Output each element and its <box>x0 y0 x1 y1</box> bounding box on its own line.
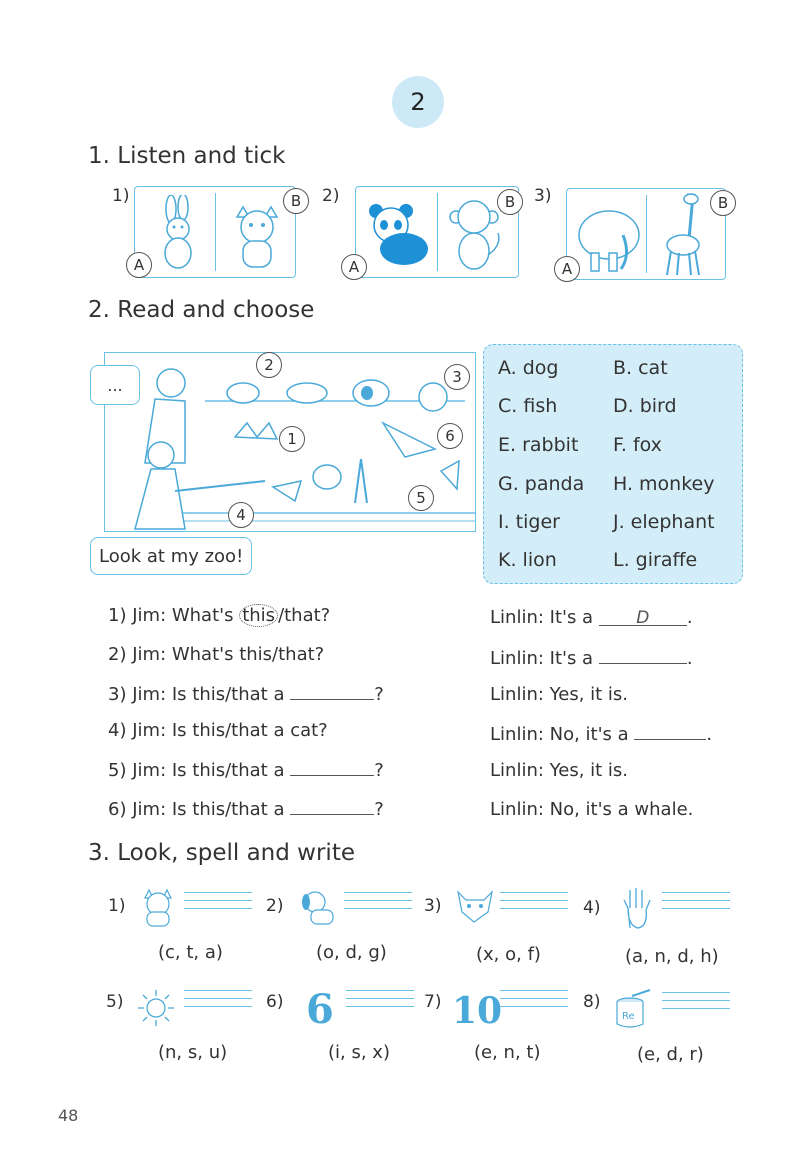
section-title-listen: 1. Listen and tick <box>88 143 286 169</box>
write-lines-7[interactable] <box>500 990 568 1024</box>
monkey-icon <box>444 195 504 273</box>
option-j: J. elephant <box>613 511 715 533</box>
dog-icon <box>297 888 341 928</box>
scene-marker-6: 6 <box>437 423 463 449</box>
listen-panel-3 <box>566 188 726 280</box>
write-lines-3[interactable] <box>500 892 568 926</box>
listen-number-1: 1) <box>112 186 130 206</box>
dialogue-linlin-6: Linlin: No, it's a whale. <box>490 799 694 820</box>
dialogue-linlin-1: Linlin: It's a D . <box>490 607 693 628</box>
option-a-marker-1: A <box>126 252 152 278</box>
dialogue-jim-2: 2) Jim: What's this/that? <box>108 644 325 665</box>
question-blank-3[interactable] <box>290 682 374 700</box>
write-lines-4[interactable] <box>662 892 730 926</box>
paint-jar-icon <box>612 988 656 1032</box>
question-blank-6[interactable] <box>290 797 374 815</box>
fox-icon <box>452 886 498 928</box>
dialogue-jim-4: 4) Jim: Is this/that a cat? <box>108 720 328 741</box>
option-a: A. dog <box>498 357 559 379</box>
spell-letters-6: (i, s, x) <box>328 1042 390 1063</box>
spell-number-2: 2) <box>266 896 284 916</box>
scene-marker-5: 5 <box>408 485 434 511</box>
spell-letters-1: (c, t, a) <box>158 942 223 963</box>
listen-number-3: 3) <box>534 186 552 206</box>
option-l: L. giraffe <box>613 549 698 571</box>
speech-bubble-look: Look at my zoo! <box>90 537 252 575</box>
section-title-read: 2. Read and choose <box>88 297 315 323</box>
option-g: G. panda <box>498 473 585 495</box>
scene-marker-4: 4 <box>228 502 254 528</box>
option-d: D. bird <box>613 395 677 417</box>
jar-label: Re <box>622 1011 635 1022</box>
dialogue-jim-3: 3) Jim: Is this/that a ? <box>108 684 384 705</box>
spell-letters-7: (e, n, t) <box>474 1042 541 1063</box>
listen-number-2: 2) <box>322 186 340 206</box>
listen-panel-1 <box>134 186 296 278</box>
hand-icon <box>620 886 654 930</box>
spell-number-4: 4) <box>583 898 601 918</box>
dialogue-linlin-4: Linlin: No, it's a . <box>490 724 713 745</box>
word-options-panel <box>483 344 743 584</box>
option-f: F. fox <box>613 434 662 456</box>
dialogue-jim-1: 1) Jim: What's this /that? <box>108 605 331 626</box>
unit-number: 2 <box>410 88 426 116</box>
write-lines-6[interactable] <box>346 990 414 1024</box>
number-six-picture: 6 <box>306 986 334 1033</box>
spell-letters-2: (o, d, g) <box>316 942 387 963</box>
dialogue-jim-5: 5) Jim: Is this/that a ? <box>108 760 384 781</box>
write-lines-5[interactable] <box>184 990 252 1024</box>
spell-number-1: 1) <box>108 896 126 916</box>
spell-letters-8: (e, d, r) <box>637 1044 704 1065</box>
write-lines-2[interactable] <box>344 892 412 926</box>
spell-number-7: 7) <box>424 992 442 1012</box>
answer-blank-1[interactable]: D <box>599 608 687 626</box>
number-ten-picture: 10 <box>452 990 503 1032</box>
section-title-spell: 3. Look, spell and write <box>88 840 355 866</box>
page-number: 48 <box>58 1106 79 1125</box>
dialogue-linlin-3: Linlin: Yes, it is. <box>490 684 629 705</box>
circled-word: this <box>239 604 278 627</box>
spell-number-8: 8) <box>583 992 601 1012</box>
question-blank-5[interactable] <box>290 758 374 776</box>
spell-number-3: 3) <box>424 896 442 916</box>
sun-icon <box>136 988 176 1028</box>
option-e: E. rabbit <box>498 434 579 456</box>
spell-number-6: 6) <box>266 992 284 1012</box>
giraffe-icon <box>657 191 713 277</box>
scene-marker-1: 1 <box>279 426 305 452</box>
write-lines-8[interactable] <box>662 992 730 1026</box>
option-k: K. lion <box>498 549 557 571</box>
option-h: H. monkey <box>613 473 715 495</box>
option-c: C. fish <box>498 395 558 417</box>
scene-marker-3: 3 <box>444 364 470 390</box>
answer-blank-2[interactable] <box>599 646 687 664</box>
cat-icon <box>137 888 181 928</box>
rabbit-icon <box>151 195 206 273</box>
listen-panel-2 <box>355 186 519 278</box>
option-a-marker-3: A <box>554 256 580 282</box>
option-b-marker-1: B <box>283 188 309 214</box>
dialogue-linlin-5: Linlin: Yes, it is. <box>490 760 629 781</box>
spell-letters-4: (a, n, d, h) <box>625 946 719 967</box>
option-i: I. tiger <box>498 511 560 533</box>
speech-bubble-top: ... <box>90 365 140 405</box>
answer-blank-4[interactable] <box>634 722 706 740</box>
write-lines-1[interactable] <box>184 892 252 926</box>
option-b-marker-2: B <box>497 189 523 215</box>
elephant-icon <box>571 195 645 275</box>
option-b: B. cat <box>613 357 668 379</box>
spell-number-5: 5) <box>106 992 124 1012</box>
cat-icon <box>227 205 287 271</box>
option-b-marker-3: B <box>710 190 736 216</box>
option-a-marker-2: A <box>341 254 367 280</box>
panda-icon <box>362 201 432 267</box>
spell-letters-5: (n, s, u) <box>158 1042 228 1063</box>
dialogue-jim-6: 6) Jim: Is this/that a ? <box>108 799 384 820</box>
scene-marker-2: 2 <box>256 352 282 378</box>
unit-badge <box>392 76 444 128</box>
dialogue-linlin-2: Linlin: It's a . <box>490 648 693 669</box>
spell-letters-3: (x, o, f) <box>476 944 541 965</box>
